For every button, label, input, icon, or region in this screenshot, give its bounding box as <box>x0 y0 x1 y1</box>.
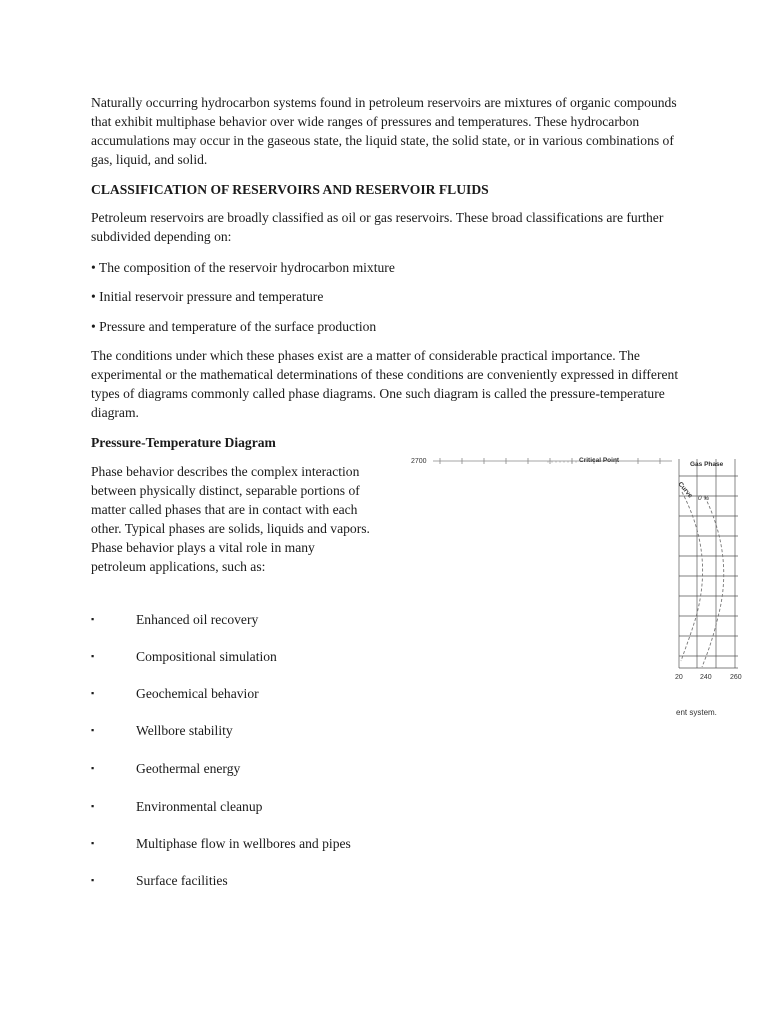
curve-label: Curve <box>676 480 694 500</box>
square-bullet-icon: ▪ <box>91 725 95 735</box>
application-label: Geochemical behavior <box>136 686 259 701</box>
application-label: Wellbore stability <box>136 723 233 738</box>
critical-point-label: Critical Point <box>579 457 620 464</box>
application-label: Environmental cleanup <box>136 799 263 814</box>
square-bullet-icon: ▪ <box>91 801 95 811</box>
classification-paragraph: Petroleum reservoirs are broadly classified as oil or gas reservoirs. These broad classifications are further subdivided depending on: <box>91 210 664 244</box>
pt-diagram-graphic <box>400 447 748 722</box>
depends-on-item: • Initial reservoir pressure and temperature <box>91 289 324 304</box>
quality-curve <box>702 497 724 667</box>
square-bullet-icon: ▪ <box>91 838 95 848</box>
gas-phase-label: Gas Phase <box>690 461 724 468</box>
depends-on-item: • The composition of the reservoir hydrocarbon mixture <box>91 260 395 275</box>
square-bullet-icon: ▪ <box>91 688 95 698</box>
square-bullet-icon: ▪ <box>91 614 95 624</box>
figure-caption-fragment: ent system. <box>676 708 717 717</box>
x-tick-label: 20 <box>675 674 683 681</box>
application-label: Multiphase flow in wellbores and pipes <box>136 836 351 851</box>
square-bullet-icon: ▪ <box>91 875 95 885</box>
square-bullet-icon: ▪ <box>91 763 95 773</box>
depends-on-item: • Pressure and temperature of the surface production <box>91 319 377 334</box>
application-label: Compositional simulation <box>136 649 277 664</box>
application-label: Enhanced oil recovery <box>136 612 259 627</box>
x-tick-label: 240 <box>700 674 712 681</box>
pt-diagram-heading: Pressure-Temperature Diagram <box>91 435 276 450</box>
top-value-label: 2700 <box>411 458 427 465</box>
conditions-paragraph: The conditions under which these phases exist are a matter of considerable practical importance. The experimental or the mathematical determinations of these conditions are conveniently expressed in different types of diagrams commonly called phase diagrams. One such diagram is called the pressure-temperature diagram. <box>91 348 679 420</box>
x-tick-label: 260 <box>730 674 742 681</box>
application-label: Geothermal energy <box>136 761 241 776</box>
pt-diagram-figure <box>400 447 748 722</box>
percent-label: 0 % <box>698 495 710 502</box>
intro-paragraph: Naturally occurring hydrocarbon systems found in petroleum reservoirs are mixtures of organic compounds that exhibit multiphase behavior over wide ranges of pressures and temperatures. These hydrocarbon accumulations may occur in the gaseous state, the liquid state, the solid state, or in various combinations of gas, liquid, and solid. <box>91 95 677 167</box>
application-label: Surface facilities <box>136 873 228 888</box>
square-bullet-icon: ▪ <box>91 651 95 661</box>
phase-behavior-paragraph: Phase behavior describes the complex interaction between physically distinct, separable portions of matter called phases that are in contact with each other. Typical phases are solids, liquids and vapors. Phase behavior plays a vital role in many petroleum applications, such as: <box>91 464 370 574</box>
classification-heading: CLASSIFICATION OF RESERVOIRS AND RESERVOIR FLUIDS <box>91 182 489 197</box>
